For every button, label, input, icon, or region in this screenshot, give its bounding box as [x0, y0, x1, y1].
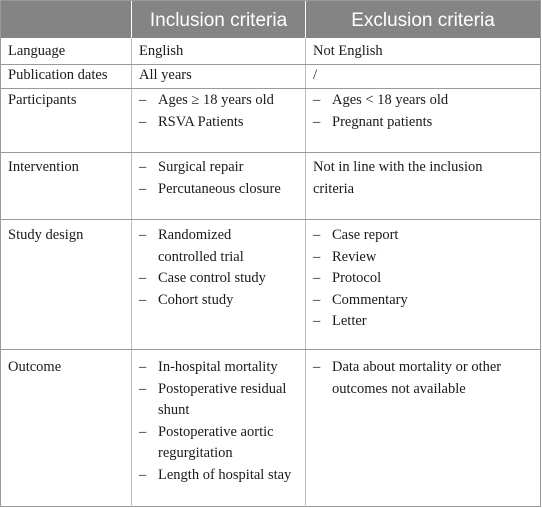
row-label-outcome: Outcome: [8, 359, 62, 375]
row-divider: [1, 349, 540, 350]
row-label-publication-dates: Publication dates: [8, 67, 108, 83]
row-divider: [1, 88, 540, 89]
list-item: – Case report: [313, 225, 408, 247]
list-item: – Protocol: [313, 268, 408, 290]
list-item: – Letter: [313, 311, 408, 333]
intervention-exclusion: [313, 157, 483, 200]
list-item: – RSVA Patients: [139, 112, 274, 134]
text-line: – Postoperative aortic: [158, 423, 274, 440]
text-line: criteria: [313, 180, 355, 197]
text-line: – Data about mortality or other: [332, 359, 502, 375]
row-divider: [1, 152, 540, 153]
language-inclusion: English: [139, 43, 184, 59]
study-design-inclusion-list: [139, 225, 266, 311]
list-item: [139, 379, 291, 422]
header-divider: [305, 1, 306, 38]
column-divider: [305, 38, 306, 507]
intervention-inclusion-list: [139, 157, 281, 200]
list-item: – Commentary: [313, 290, 408, 312]
text-line: – Randomized: [158, 227, 232, 243]
outcome-exclusion-list: [313, 357, 501, 400]
list-item: [139, 225, 266, 268]
text-line: – Postoperative residual: [158, 380, 287, 397]
text-line: controlled trial: [158, 248, 244, 265]
list-item: – Surgical repair: [139, 157, 281, 179]
participants-inclusion-list: [139, 90, 274, 133]
list-item: – In-hospital mortality: [139, 357, 291, 379]
text-line: regurgitation: [158, 445, 233, 461]
list-item: [313, 357, 501, 400]
column-divider: [131, 38, 132, 507]
text-line: shunt: [158, 402, 190, 418]
row-label-intervention: Intervention: [8, 159, 79, 175]
list-item: – Percutaneous closure: [139, 179, 281, 201]
header-divider: [131, 1, 132, 38]
header-exclusion: Exclusion criteria: [351, 10, 495, 31]
outcome-inclusion-list: [139, 357, 291, 486]
row-label-participants: Participants: [8, 92, 77, 108]
row-label-study-design: Study design: [8, 227, 84, 243]
list-item: – Ages ≥ 18 years old: [139, 90, 274, 112]
participants-exclusion-list: [313, 90, 448, 133]
publication-dates-exclusion: /: [313, 67, 318, 83]
list-item: – Cohort study: [139, 290, 266, 312]
study-design-exclusion-list: [313, 225, 408, 333]
list-item: – Length of hospital stay: [139, 465, 291, 487]
list-item: – Ages < 18 years old: [313, 90, 448, 112]
list-item: – Pregnant patients: [313, 112, 448, 134]
text-line: Not in line with the inclusion: [313, 159, 483, 175]
list-item: – Case control study: [139, 268, 266, 290]
list-item: – Review: [313, 247, 408, 269]
header-inclusion: Inclusion criteria: [149, 10, 288, 31]
list-item: [139, 422, 291, 465]
language-exclusion: Not English: [313, 43, 383, 59]
row-divider: [1, 219, 540, 220]
text-line: outcomes not available: [332, 380, 466, 397]
row-label-language: Language: [8, 43, 66, 59]
publication-dates-inclusion: All years: [139, 67, 192, 83]
table-header: [1, 1, 540, 38]
